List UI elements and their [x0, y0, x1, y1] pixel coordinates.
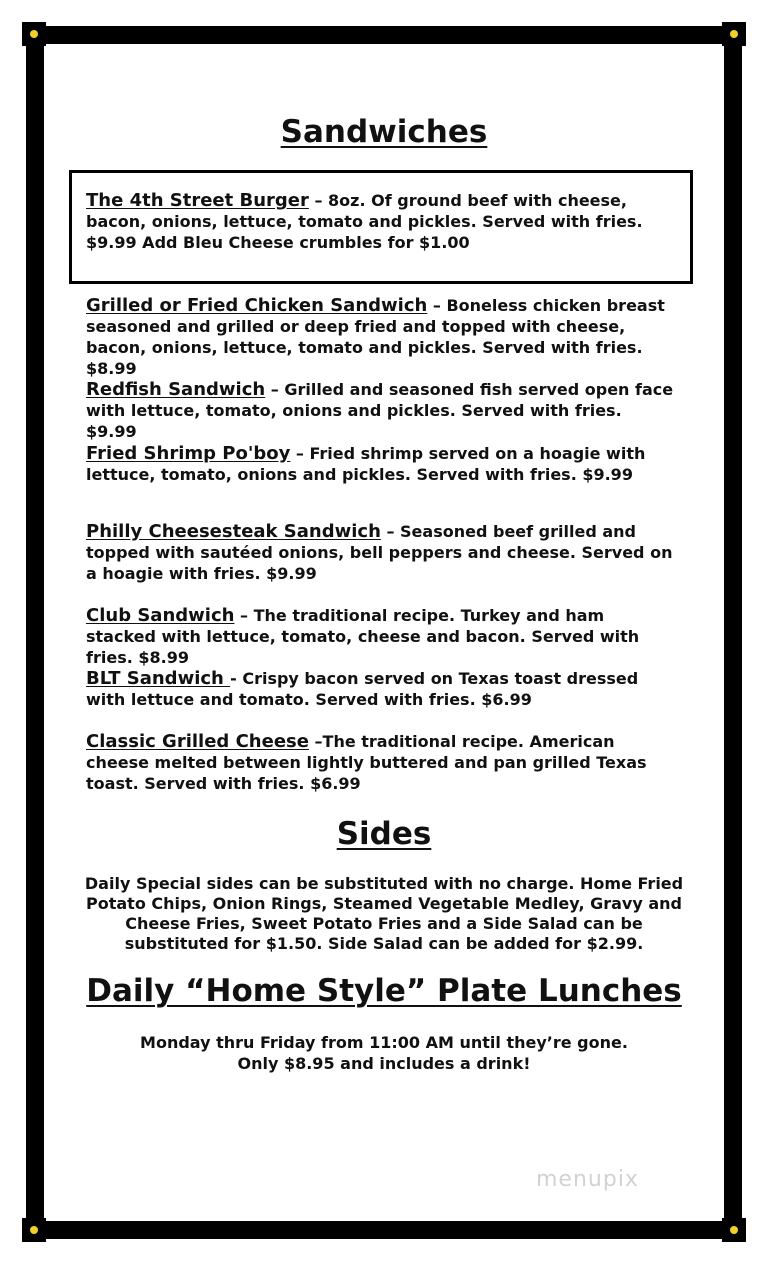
menu-item-name: Club Sandwich — [86, 605, 235, 626]
menu-item-description: – Grilled and seasoned fish served open face with lettuce, tomato, onions and pickles. Served with fries. $9.99 — [86, 380, 674, 441]
menu-item-name: The 4th Street Burger — [86, 190, 309, 211]
sandwiches-heading: Sandwiches — [280, 114, 488, 150]
menu-item-name: BLT Sandwich — [86, 668, 231, 689]
frame-corner-top-left — [22, 22, 46, 46]
sides-description: Daily Special sides can be substituted with no charge. Home Fried Potato Chips, Onion Rings, Steamed Vegetable Medley, Gravy and Cheese Fries, Sweet Potato Fries and a Side Salad can be substituted for $1.50. Side Salad can be added for $2.99. — [84, 874, 684, 953]
plate-lunches-price: Only $8.95 and includes a drink! — [237, 1054, 531, 1073]
menu-item-description: - Crispy bacon served on Texas toast dressed with lettuce and tomato. Served with fries. $6.99 — [86, 669, 639, 709]
menu-item-chicken-sandwich — [86, 295, 676, 379]
frame-right-bar — [724, 22, 742, 1242]
menu-item-philly-cheesesteak — [86, 521, 676, 584]
menu-item-description: – The traditional recipe. Turkey and ham stacked with lettuce, tomato, cheese and bacon. Served with fries. $8.99 — [86, 606, 640, 667]
menu-item-club-sandwich — [86, 605, 676, 668]
menu-item-name: Redfish Sandwich — [86, 379, 266, 400]
menu-item-description: – Seasoned beef grilled and topped with sautéed onions, bell peppers and cheese. Served on a hoagie with fries. $9.99 — [86, 522, 673, 583]
menupix-watermark: menupix — [536, 1167, 639, 1192]
menu-item-name: Fried Shrimp Po'boy — [86, 443, 291, 464]
menu-item-redfish-sandwich — [86, 379, 676, 442]
frame-corner-top-right — [722, 22, 746, 46]
frame-top-bar — [22, 26, 746, 44]
menu-item-blt-sandwich — [86, 668, 676, 710]
menu-item-description: – 8oz. Of ground beef with cheese, bacon, onions, lettuce, tomato and pickles. Served with fries. $9.99 Add Bleu Cheese crumbles for $1.00 — [86, 191, 643, 252]
menu-item-4th-street-burger — [86, 190, 676, 253]
plate-lunches-heading: Daily “Home Style” Plate Lunches — [86, 973, 682, 1009]
frame-corner-bottom-left — [22, 1218, 46, 1242]
plate-lunches-schedule: Monday thru Friday from 11:00 AM until they’re gone. — [140, 1033, 628, 1052]
frame-left-bar — [26, 22, 44, 1242]
frame-corner-bottom-right — [722, 1218, 746, 1242]
frame-bottom-bar — [22, 1221, 746, 1239]
menu-item-description: – Fried shrimp served on a hoagie with lettuce, tomato, onions and pickles. Served with fries. $9.99 — [86, 444, 646, 484]
menu-item-name: Grilled or Fried Chicken Sandwich — [86, 295, 428, 316]
menu-item-name: Philly Cheesesteak Sandwich — [86, 521, 381, 542]
sides-heading: Sides — [336, 816, 432, 852]
menu-item-description: –The traditional recipe. American cheese melted between lightly buttered and pan grilled Texas toast. Served with fries. $6.99 — [86, 732, 647, 793]
menu-item-grilled-cheese — [86, 731, 676, 794]
menu-item-description: – Boneless chicken breast seasoned and grilled or deep fried and topped with cheese, bacon, onions, lettuce, tomato and pickles. Served with fries. $8.99 — [86, 296, 665, 378]
menu-item-shrimp-poboy — [86, 443, 676, 485]
menu-item-name: Classic Grilled Cheese — [86, 731, 309, 752]
